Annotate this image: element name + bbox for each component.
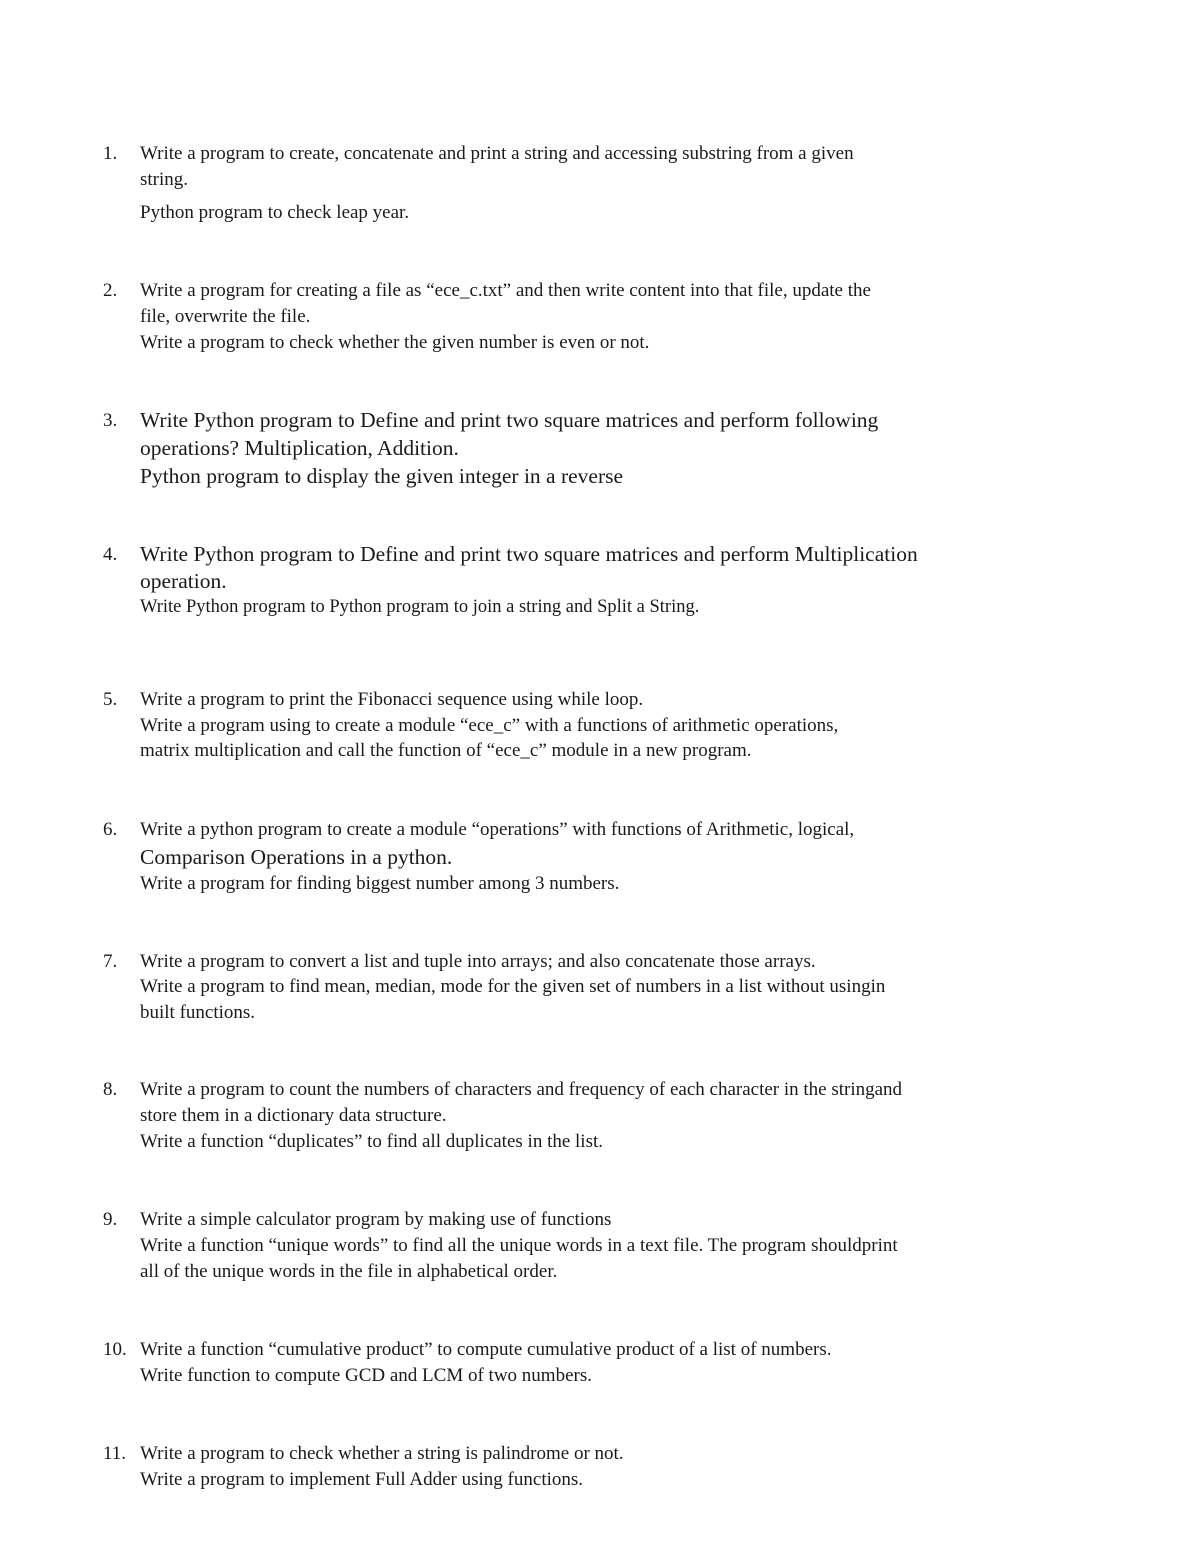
question-number: 10. xyxy=(103,1339,127,1360)
question-line: matrix multiplication and call the function of “ece_c” module in a new program. xyxy=(140,740,752,761)
question-line: Write a program to create, concatenate and print a string and accessing substring from a given xyxy=(140,143,854,164)
question-line: Write Python program to Python program to join a string and Split a String. xyxy=(140,597,700,617)
question-number: 6. xyxy=(103,819,118,840)
question-line: Write a program to count the numbers of characters and frequency of each character in the stringand xyxy=(140,1079,903,1100)
question-line: all of the unique words in the file in alphabetical order. xyxy=(140,1261,558,1282)
question-line: Python program to display the given integer in a reverse xyxy=(140,464,624,488)
question-line: string. xyxy=(140,169,189,190)
question-line: Write a program to check whether a string is palindrome or not. xyxy=(140,1443,624,1464)
question-line: Write Python program to Define and print two square matrices and perform following xyxy=(140,408,879,432)
question-line: Write a python program to create a module “operations” with functions of Arithmetic, logical, xyxy=(140,819,855,840)
question-line: Write a program for creating a file as “ece_c.txt” and then write content into that file, update the xyxy=(140,280,871,301)
question-line: Write a function “duplicates” to find all duplicates in the list. xyxy=(140,1131,604,1152)
question-number: 5. xyxy=(103,689,118,710)
question-number: 1. xyxy=(103,143,118,164)
question-line: Write function to compute GCD and LCM of two numbers. xyxy=(140,1365,592,1386)
question-line: Write a program to print the Fibonacci sequence using while loop. xyxy=(140,689,644,710)
question-line: Comparison Operations in a python. xyxy=(140,845,453,869)
question-line: Python program to check leap year. xyxy=(140,202,410,223)
question-line: Write a program using to create a module “ece_c” with a functions of arithmetic operations, xyxy=(140,715,839,736)
question-line: Write a program to convert a list and tuple into arrays; and also concatenate those arrays. xyxy=(140,951,816,972)
question-number: 3. xyxy=(103,410,118,431)
question-line: Write a function “unique words” to find all the unique words in a text file. The program shouldprint xyxy=(140,1235,898,1256)
question-line: Write a program for finding biggest number among 3 numbers. xyxy=(140,873,620,894)
question-line: Write a program to find mean, median, mode for the given set of numbers in a list without usingin xyxy=(140,976,886,997)
question-number: 11. xyxy=(103,1443,127,1464)
question-number: 8. xyxy=(103,1079,118,1100)
question-line: file, overwrite the file. xyxy=(140,306,311,327)
question-line: Write a program to implement Full Adder using functions. xyxy=(140,1469,584,1490)
question-line: built functions. xyxy=(140,1002,256,1023)
question-line: Write a program to check whether the given number is even or not. xyxy=(140,332,650,353)
question-number: 9. xyxy=(103,1209,118,1230)
question-number: 4. xyxy=(103,544,118,565)
question-line: operation. xyxy=(140,569,227,593)
question-number: 7. xyxy=(103,951,118,972)
question-line: Write a simple calculator program by making use of functions xyxy=(140,1209,612,1230)
question-line: Write Python program to Define and print two square matrices and perform Multiplication xyxy=(140,542,918,566)
question-line: operations? Multiplication, Addition. xyxy=(140,436,459,460)
question-number: 2. xyxy=(103,280,118,301)
question-line: Write a function “cumulative product” to compute cumulative product of a list of numbers. xyxy=(140,1339,832,1360)
question-line: store them in a dictionary data structure. xyxy=(140,1105,447,1126)
